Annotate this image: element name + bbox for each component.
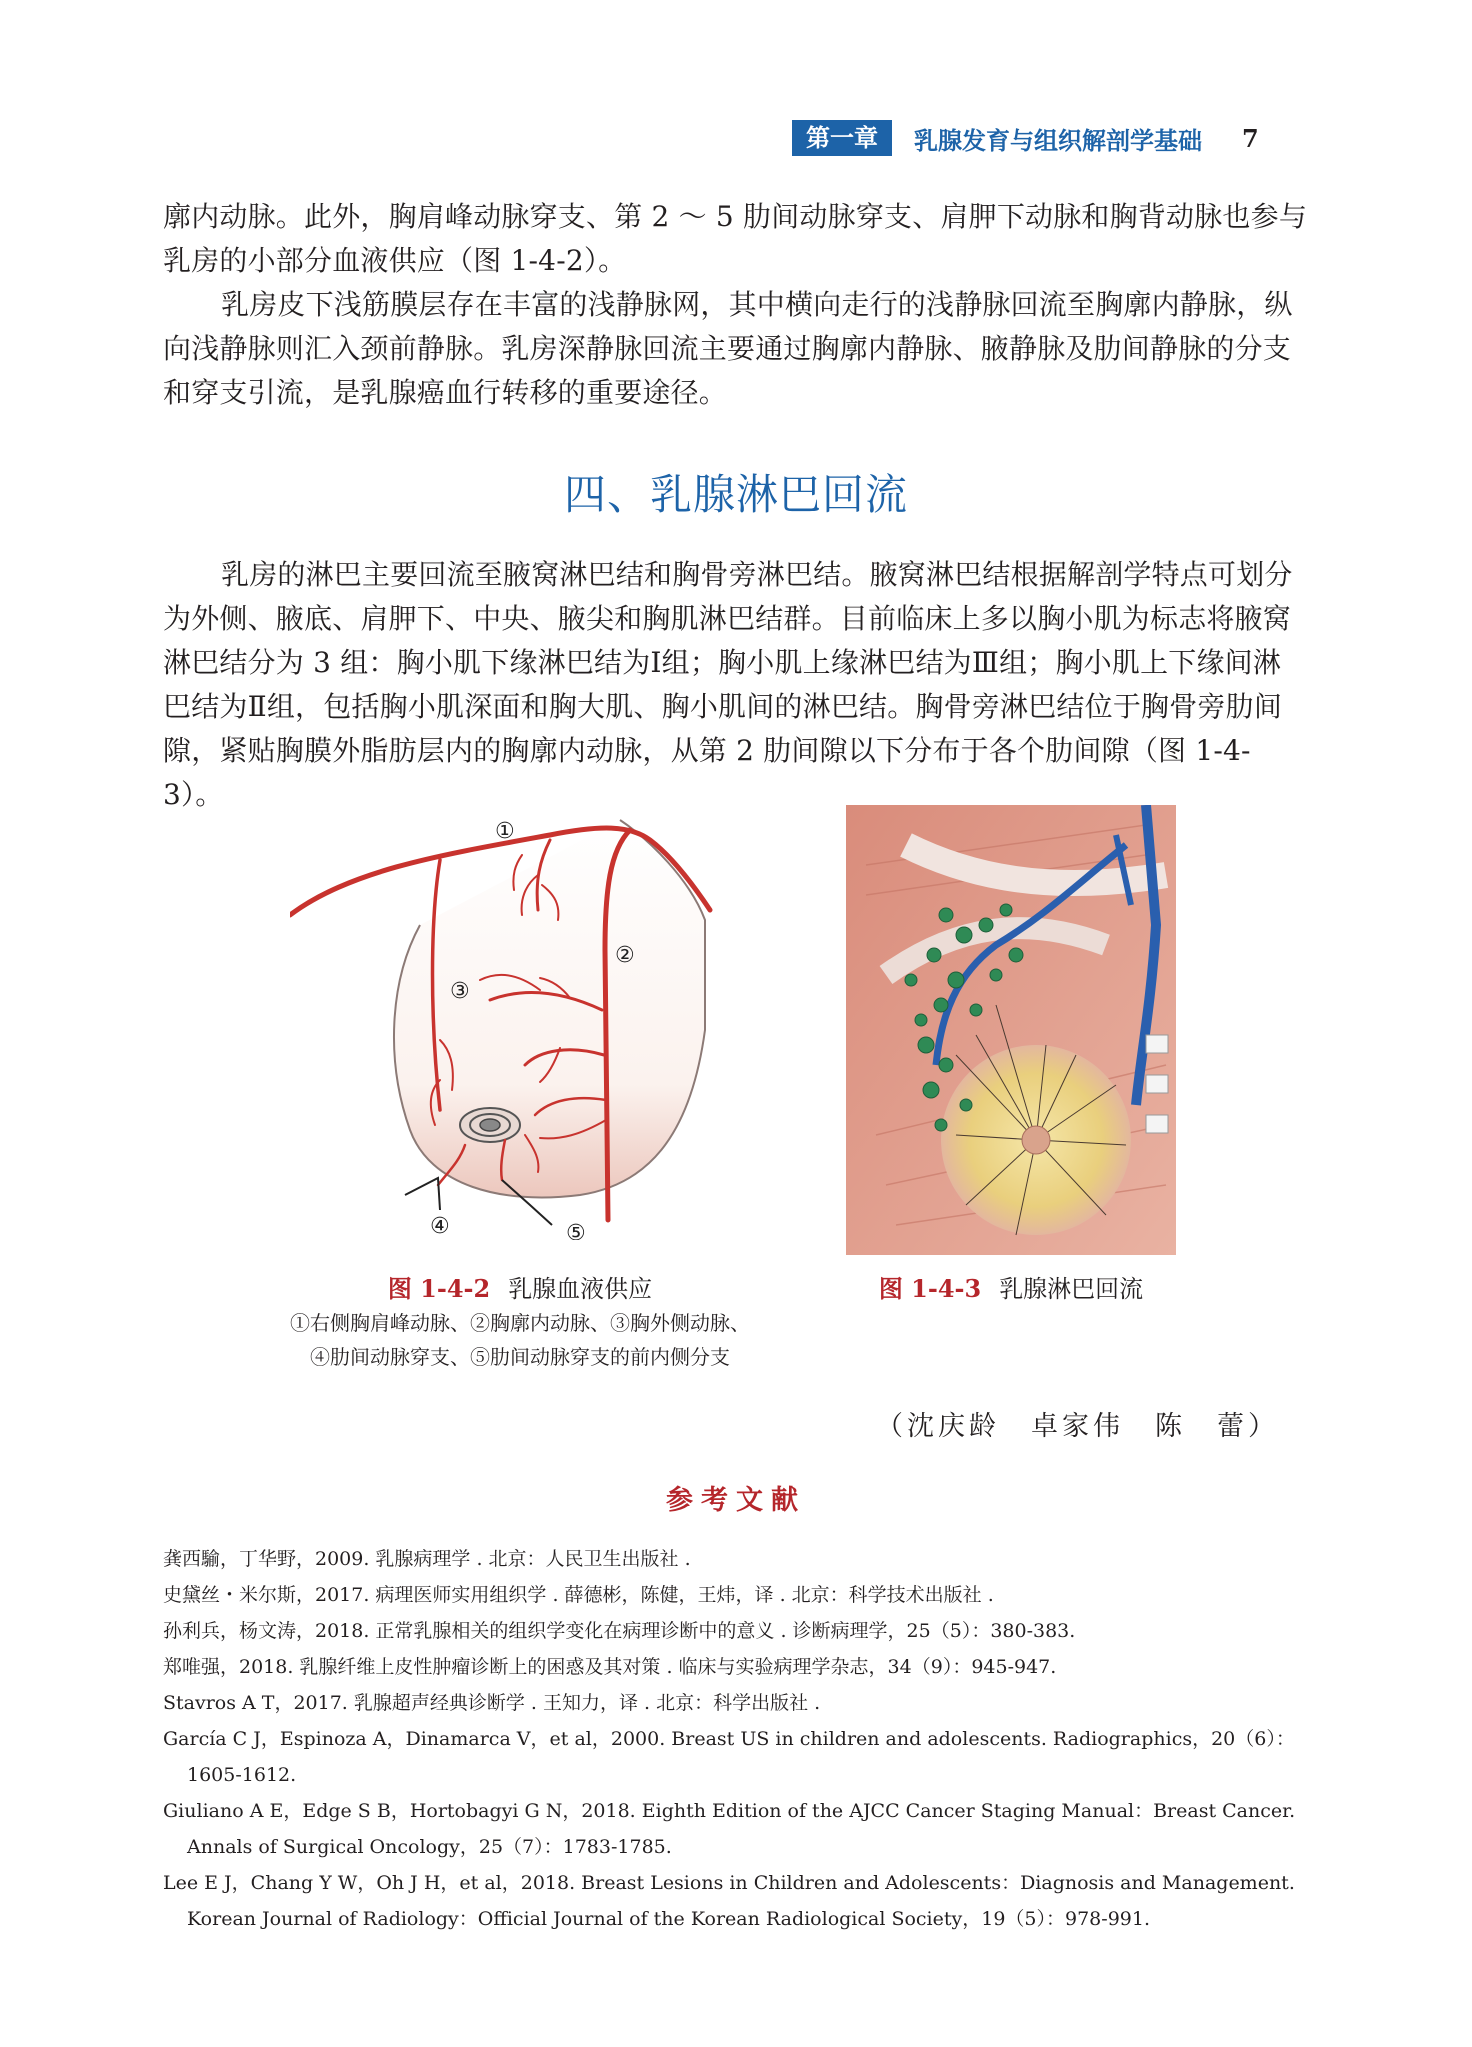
references-heading: 参考文献 bbox=[666, 1485, 806, 1516]
breast-lymph-drainage-figure bbox=[846, 805, 1176, 1255]
figure-note: ①右侧胸肩峰动脉、②胸廓内动脉、③胸外侧动脉、 bbox=[290, 1311, 750, 1335]
section-heading: 四、乳腺淋巴回流 bbox=[563, 470, 908, 519]
reference-item: Stavros A T，2017. 乳腺超声经典诊断学 . 王知力，译 . 北京：科学出版社 . bbox=[163, 1692, 821, 1714]
figure-note: ④肋间动脉穿支、⑤肋间动脉穿支的前内侧分支 bbox=[310, 1345, 730, 1369]
marker-3: ③ bbox=[450, 979, 470, 1004]
chapter-badge: 第一章 bbox=[792, 120, 892, 156]
reference-item: 龚西騟，丁华野，2009. 乳腺病理学 . 北京：人民卫生出版社 . bbox=[163, 1548, 691, 1570]
authors: （沈庆龄 卓家伟 陈 蕾） bbox=[876, 1411, 1279, 1442]
reference-item: 史黛丝・米尔斯，2017. 病理医师实用组织学 . 薛德彬，陈健，王炜，译 . 北京：科学技术出版社 . bbox=[163, 1584, 994, 1606]
references-list bbox=[163, 1541, 1308, 1937]
figure-label: 图 1-4-3 bbox=[878, 1274, 982, 1303]
reference-item: 孙利兵，杨文涛，2018. 正常乳腺相关的组织学变化在病理诊断中的意义 . 诊断病理学，25（5）：380-383. bbox=[163, 1620, 1076, 1642]
reference-item: García C J，Espinoza A，Dinamarca V，et al，2000. Breast US in children and adolescents. Radiographics，20（6）：1605-1612. bbox=[163, 1728, 1295, 1786]
figure-caption-left bbox=[290, 1272, 750, 1374]
running-header bbox=[792, 118, 1292, 158]
breast-blood-supply-figure bbox=[290, 800, 750, 1240]
page-number: 7 bbox=[1242, 123, 1259, 153]
chapter-title: 乳腺发育与组织解剖学基础 bbox=[914, 126, 1202, 155]
nipple bbox=[1022, 1126, 1050, 1154]
figure-title: 乳腺淋巴回流 bbox=[999, 1275, 1144, 1303]
figure-label: 图 1-4-2 bbox=[387, 1274, 491, 1303]
marker-2: ② bbox=[615, 943, 635, 968]
marker-5: ⑤ bbox=[566, 1221, 586, 1240]
breast-outline bbox=[394, 820, 705, 1197]
reference-item: 郑唯强，2018. 乳腺纤维上皮性肿瘤诊断上的困惑及其对策 . 临床与实验病理学杂志，34（9）：945-947. bbox=[163, 1656, 1057, 1678]
figure-title: 乳腺血液供应 bbox=[508, 1275, 653, 1303]
paragraph: 乳房皮下浅筋膜层存在丰富的浅静脉网，其中横向走行的浅静脉回流至胸廓内静脉，纵向浅静脉则汇入颈前静脉。乳房深静脉回流主要通过胸廓内静脉、腋静脉及肋间静脉的分支和穿支引流，是乳腺癌血行转移的重要途径。 bbox=[163, 288, 1293, 409]
body-text-top bbox=[163, 195, 1308, 415]
body-text-section bbox=[163, 553, 1308, 817]
reference-item: Giuliano A E，Edge S B，Hortobagyi G N，2018. Eighth Edition of the AJCC Cancer Staging Manual：Breast Cancer. Annals of Surgical Oncology，25（7）：1783-1785. bbox=[163, 1800, 1296, 1858]
paragraph: 乳房的淋巴主要回流至腋窝淋巴结和胸骨旁淋巴结。腋窝淋巴结根据解剖学特点可划分为外侧、腋底、肩胛下、中央、腋尖和胸肌淋巴结群。目前临床上多以胸小肌为标志将腋窝淋巴结分为 3 组：胸小肌下缘淋巴结为Ⅰ组；胸小肌上缘淋巴结为Ⅲ组；胸小肌上下缘间淋巴结为Ⅱ组，包括胸小肌深面和胸大肌、胸小肌间的淋巴结。胸骨旁淋巴结位于胸骨旁肋间隙，紧贴胸膜外脂肪层内的胸廓内动脉，从第 2 肋间隙以下分布于各个肋间隙（图 1-4-3）。 bbox=[163, 558, 1293, 811]
paragraph: 廓内动脉。此外，胸肩峰动脉穿支、第 2 ～ 5 肋间动脉穿支、肩胛下动脉和胸背动脉也参与乳房的小部分血液供应（图 1-4-2）。 bbox=[163, 200, 1308, 277]
reference-item: Lee E J，Chang Y W，Oh J H，et al，2018. Breast Lesions in Children and Adolescents：Diagnosis and Management. Korean Journal of Radiology：Official Journal of the Korean Radiological Society，19（5）：978-991. bbox=[163, 1872, 1295, 1930]
marker-1: ① bbox=[495, 819, 515, 844]
marker-4: ④ bbox=[430, 1214, 450, 1239]
pointer-line bbox=[405, 1178, 440, 1210]
figure-caption-right bbox=[846, 1272, 1176, 1306]
